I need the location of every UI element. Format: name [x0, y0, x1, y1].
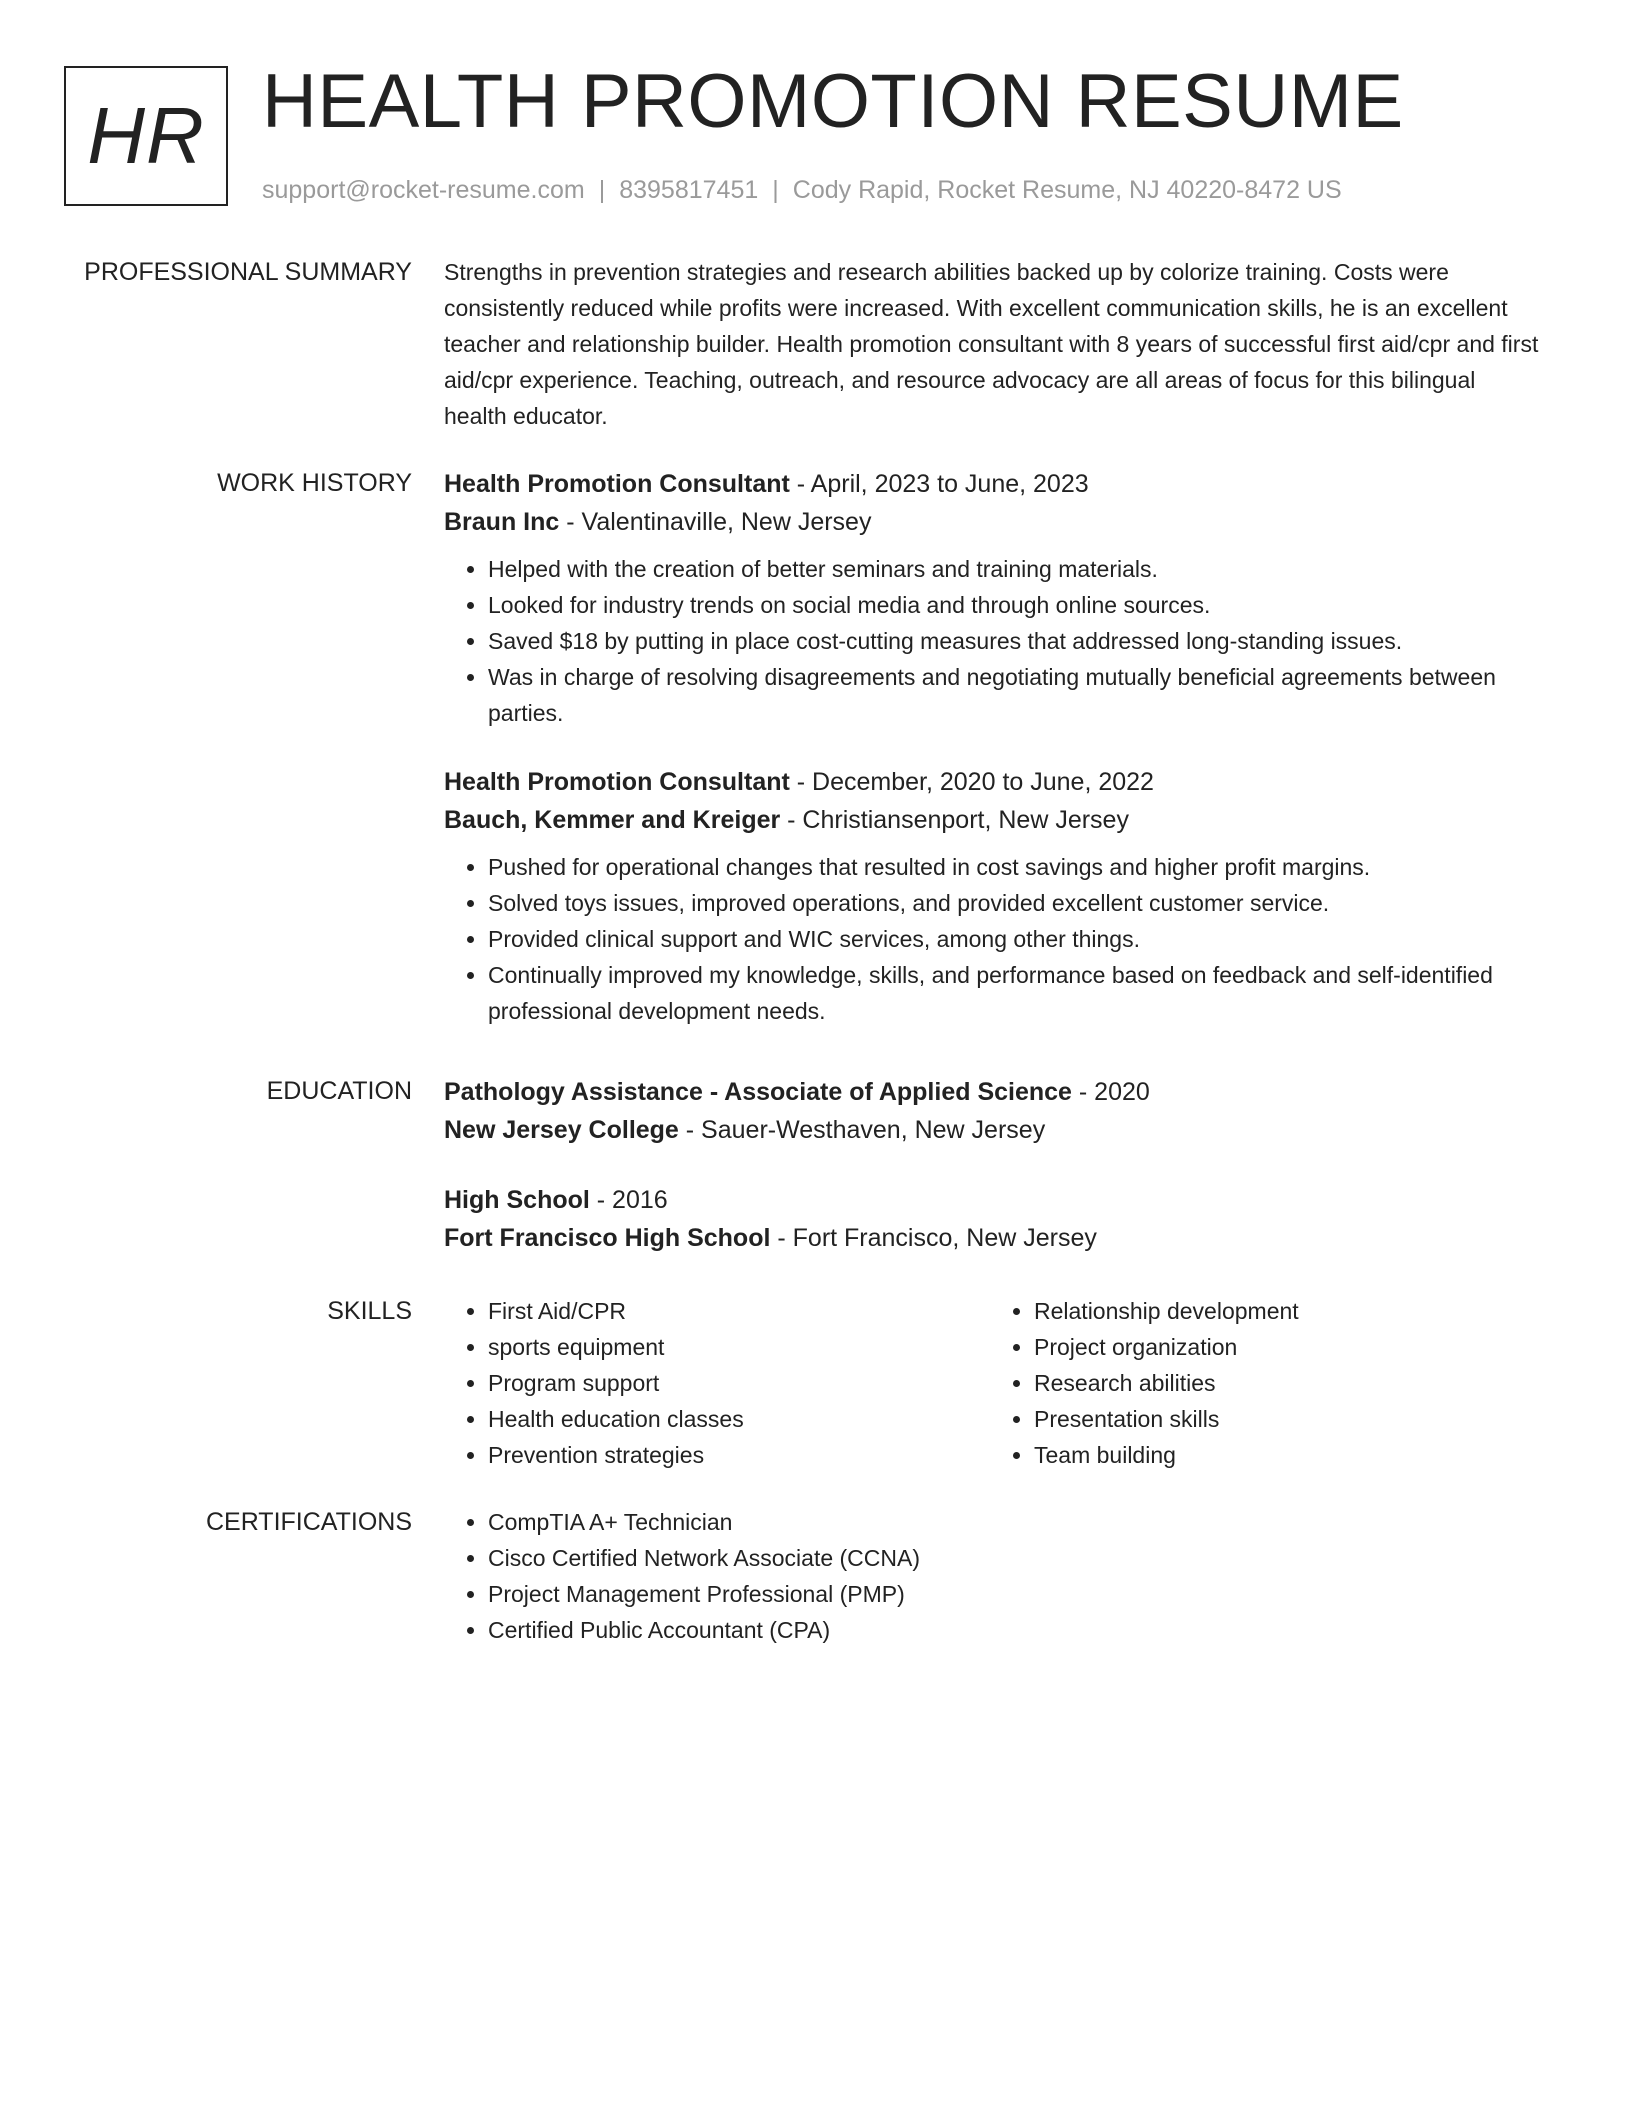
education-degree-line [444, 1181, 1544, 1219]
contact-line [262, 174, 1342, 206]
education-degree: High School [444, 1186, 590, 1214]
job-entry [444, 763, 1544, 1029]
section-title-summary: PROFESSIONAL SUMMARY [84, 258, 412, 286]
job-role-line [444, 465, 1544, 503]
summary-text: Strengths in prevention strategies and research abilities backed up by colorize training. Costs were consistently reduced while profits were increased. With excellent communication skills, he is an excellent teacher and relationship builder. Health promotion consultant with 8 years of successful first aid/cpr and first aid/cpr experience. Teaching, outreach, and resource advocacy are all areas of focus for this bilingual health educator. [444, 259, 1539, 429]
job-bullet: • Looked for industry trends on social media and through online sources. [488, 587, 1544, 623]
job-dates: - April, 2023 to June, 2023 [789, 470, 1089, 498]
education-school-line [444, 1219, 1544, 1257]
resume-title: HEALTH PROMOTION RESUME [262, 59, 1404, 144]
skills-list-left [444, 1293, 990, 1473]
job-bullet: • Continually improved my knowledge, skills, and performance based on feedback and self-identified professional development needs. [488, 957, 1544, 1029]
certification-item: • CompTIA A+ Technician [488, 1504, 1544, 1540]
certification-item: • Project Management Professional (PMP) [488, 1576, 1544, 1612]
education-school: Fort Francisco High School [444, 1224, 771, 1252]
job-bullet: • Helped with the creation of better seminars and training materials. [488, 551, 1544, 587]
monogram-badge: HR [64, 66, 228, 206]
summary-body [444, 254, 1544, 434]
skill-item: • Team building [1034, 1437, 1536, 1473]
education-entry [444, 1181, 1544, 1257]
skill-item: • First Aid/CPR [488, 1293, 990, 1329]
education-school: New Jersey College [444, 1116, 679, 1144]
job-bullets [444, 551, 1544, 731]
skills-body [444, 1293, 1544, 1473]
job-bullets [444, 849, 1544, 1029]
skill-item: • Presentation skills [1034, 1401, 1536, 1437]
contact-separator: | [772, 176, 779, 204]
job-company: Bauch, Kemmer and Kreiger [444, 806, 781, 834]
certifications-list [444, 1504, 1544, 1648]
section-title-work-history: WORK HISTORY [217, 469, 412, 497]
job-role-line [444, 763, 1544, 801]
section-title-skills: SKILLS [327, 1297, 412, 1325]
skills-list-right [990, 1293, 1536, 1473]
certification-item: • Cisco Certified Network Associate (CCNA) [488, 1540, 1544, 1576]
skill-item: • Project organization [1034, 1329, 1536, 1365]
job-location: - Christiansenport, New Jersey [780, 806, 1129, 834]
job-company-line [444, 801, 1544, 839]
job-company: Braun Inc [444, 508, 560, 536]
job-bullet: • Solved toys issues, improved operations, and provided excellent customer service. [488, 885, 1544, 921]
skill-item: • Relationship development [1034, 1293, 1536, 1329]
education-entry [444, 1073, 1544, 1149]
skills-grid [444, 1293, 1544, 1473]
skill-item: • Health education classes [488, 1401, 990, 1437]
job-location: - Valentinaville, New Jersey [559, 508, 872, 536]
certifications-body [444, 1504, 1544, 1648]
section-title-certifications: CERTIFICATIONS [205, 1508, 412, 1536]
contact-email: support@rocket-resume.com [262, 176, 585, 204]
education-location: - Sauer-Westhaven, New Jersey [678, 1116, 1046, 1144]
skill-item: • Program support [488, 1365, 990, 1401]
education-body [444, 1073, 1544, 1257]
contact-phone: 8395817451 [619, 176, 759, 204]
job-bullet: • Saved $18 by putting in place cost-cutting measures that addressed long-standing issues. [488, 623, 1544, 659]
job-dates: - December, 2020 to June, 2022 [789, 768, 1154, 796]
contact-address: Cody Rapid, Rocket Resume, NJ 40220-8472 US [792, 176, 1342, 204]
job-bullet: • Pushed for operational changes that resulted in cost savings and higher profit margins. [488, 849, 1544, 885]
skill-item: • Prevention strategies [488, 1437, 990, 1473]
education-school-line [444, 1111, 1544, 1149]
skill-item: • sports equipment [488, 1329, 990, 1365]
contact-separator: | [598, 176, 606, 204]
skill-item: • Research abilities [1034, 1365, 1536, 1401]
education-location: - Fort Francisco, New Jersey [770, 1224, 1097, 1252]
section-title-education: EDUCATION [266, 1077, 412, 1105]
job-bullet: • Was in charge of resolving disagreements and negotiating mutually beneficial agreements between parties. [488, 659, 1544, 731]
job-bullet: • Provided clinical support and WIC services, among other things. [488, 921, 1544, 957]
job-role: Health Promotion Consultant [444, 470, 790, 498]
certification-item: • Certified Public Accountant (CPA) [488, 1612, 1544, 1648]
job-company-line [444, 503, 1544, 541]
education-degree: Pathology Assistance - Associate of Applied Science [444, 1078, 1072, 1106]
education-year: - 2016 [589, 1186, 668, 1214]
work-history-body [444, 465, 1544, 1029]
education-degree-line [444, 1073, 1544, 1111]
job-role: Health Promotion Consultant [444, 768, 790, 796]
job-entry [444, 465, 1544, 731]
education-year: - 2020 [1071, 1078, 1150, 1106]
